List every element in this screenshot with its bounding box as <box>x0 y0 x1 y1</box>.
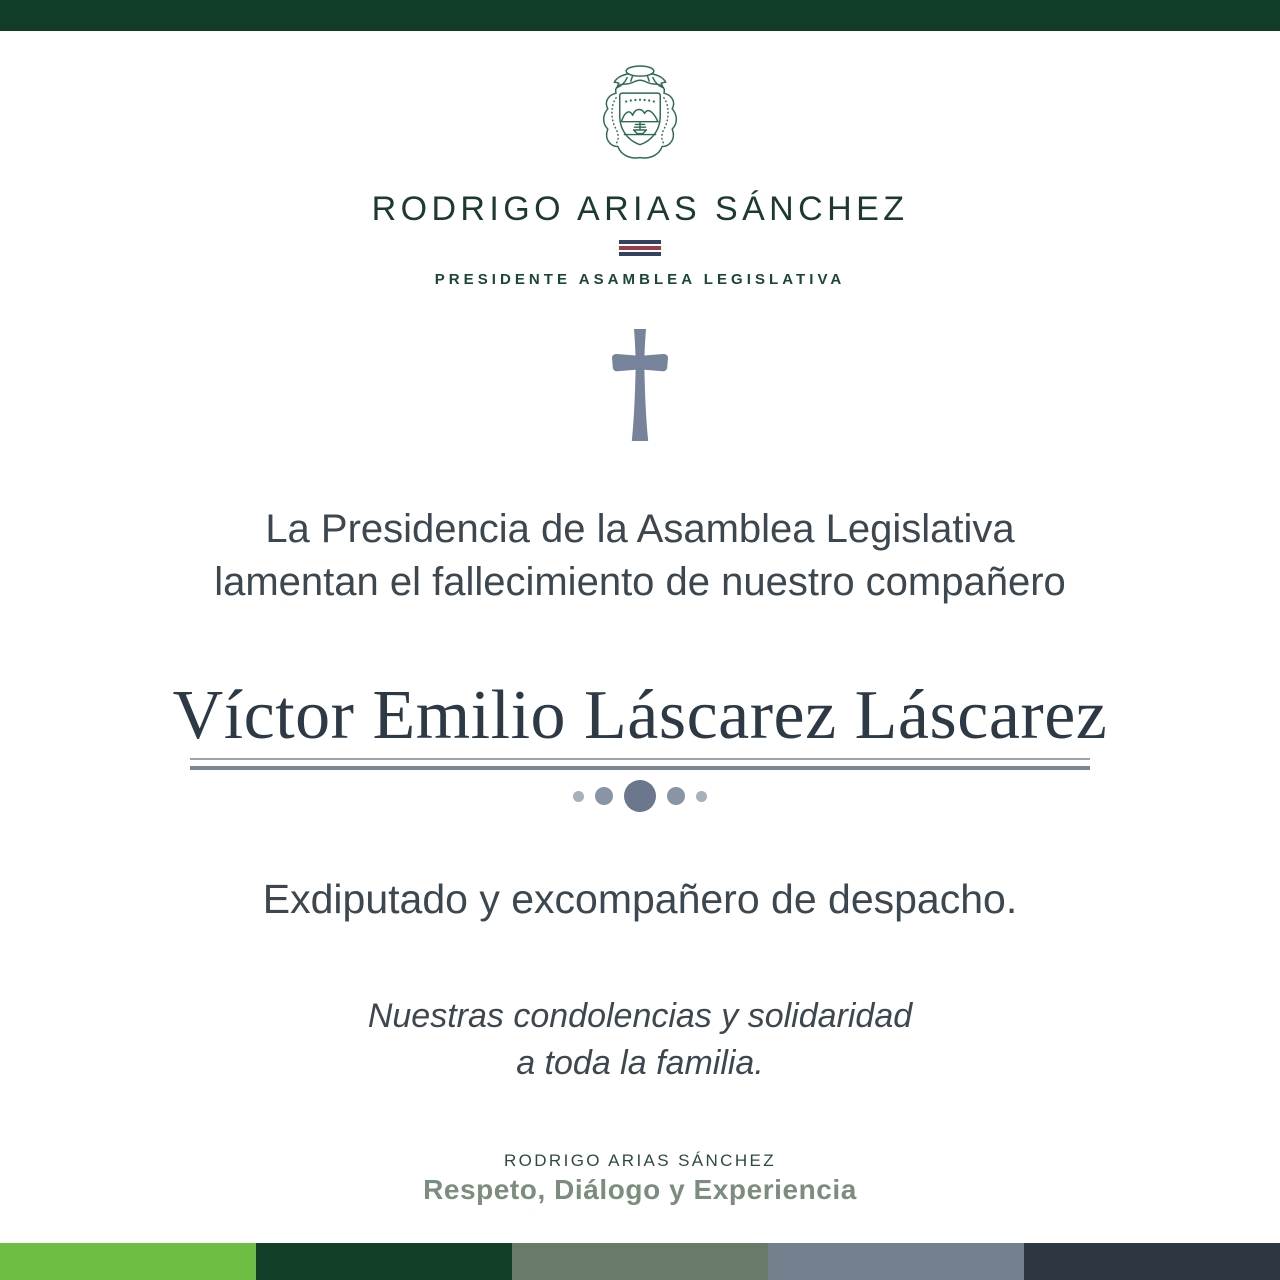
strip-segment-dark-green <box>256 1243 512 1280</box>
dot-small-left <box>573 791 584 802</box>
divider-dots <box>0 776 1280 816</box>
costa-rica-coat-of-arms-icon <box>594 62 686 174</box>
costa-rica-flag-icon <box>619 240 661 256</box>
dot-medium-right <box>667 787 685 805</box>
footer-slogan: Respeto, Diálogo y Experiencia <box>423 1174 857 1205</box>
strip-segment-bright-green <box>0 1243 256 1280</box>
divider-rule-thin <box>190 758 1090 760</box>
dot-medium-left <box>595 787 613 805</box>
intro-line-1: La Presidencia de la Asamblea Legislativa <box>265 507 1015 551</box>
condolence-line-2: a toda la familia. <box>516 1044 764 1082</box>
deceased-role: Exdiputado y excompañero de despacho. <box>262 876 1018 922</box>
cross-container <box>0 328 1280 449</box>
condolence-message <box>0 993 1280 1087</box>
bottom-color-strip <box>0 1243 1280 1280</box>
intro-paragraph <box>0 503 1280 609</box>
strip-segment-gray-blue <box>768 1243 1024 1280</box>
header-role-title: PRESIDENTE ASAMBLEA LEGISLATIVA <box>434 271 846 288</box>
dot-large-center <box>624 780 656 812</box>
memorial-cross-icon <box>608 328 672 444</box>
footer-author-name: RODRIGO ARIAS SÁNCHEZ <box>504 1151 776 1170</box>
strip-segment-sage <box>512 1243 768 1280</box>
divider-rule-thick <box>190 766 1090 770</box>
flag-container <box>0 240 1280 256</box>
condolence-line-1: Nuestras condolencias y solidaridad <box>367 997 913 1035</box>
logo-container <box>0 62 1280 179</box>
dot-small-right <box>696 791 707 802</box>
top-green-bar <box>0 0 1280 31</box>
intro-line-2: lamentan el fallecimiento de nuestro compañero <box>214 560 1066 604</box>
deceased-name: Víctor Emilio Láscarez Láscarez <box>172 677 1108 754</box>
strip-segment-dark-slate <box>1024 1243 1280 1280</box>
header-author-name: RODRIGO ARIAS SÁNCHEZ <box>371 190 909 228</box>
